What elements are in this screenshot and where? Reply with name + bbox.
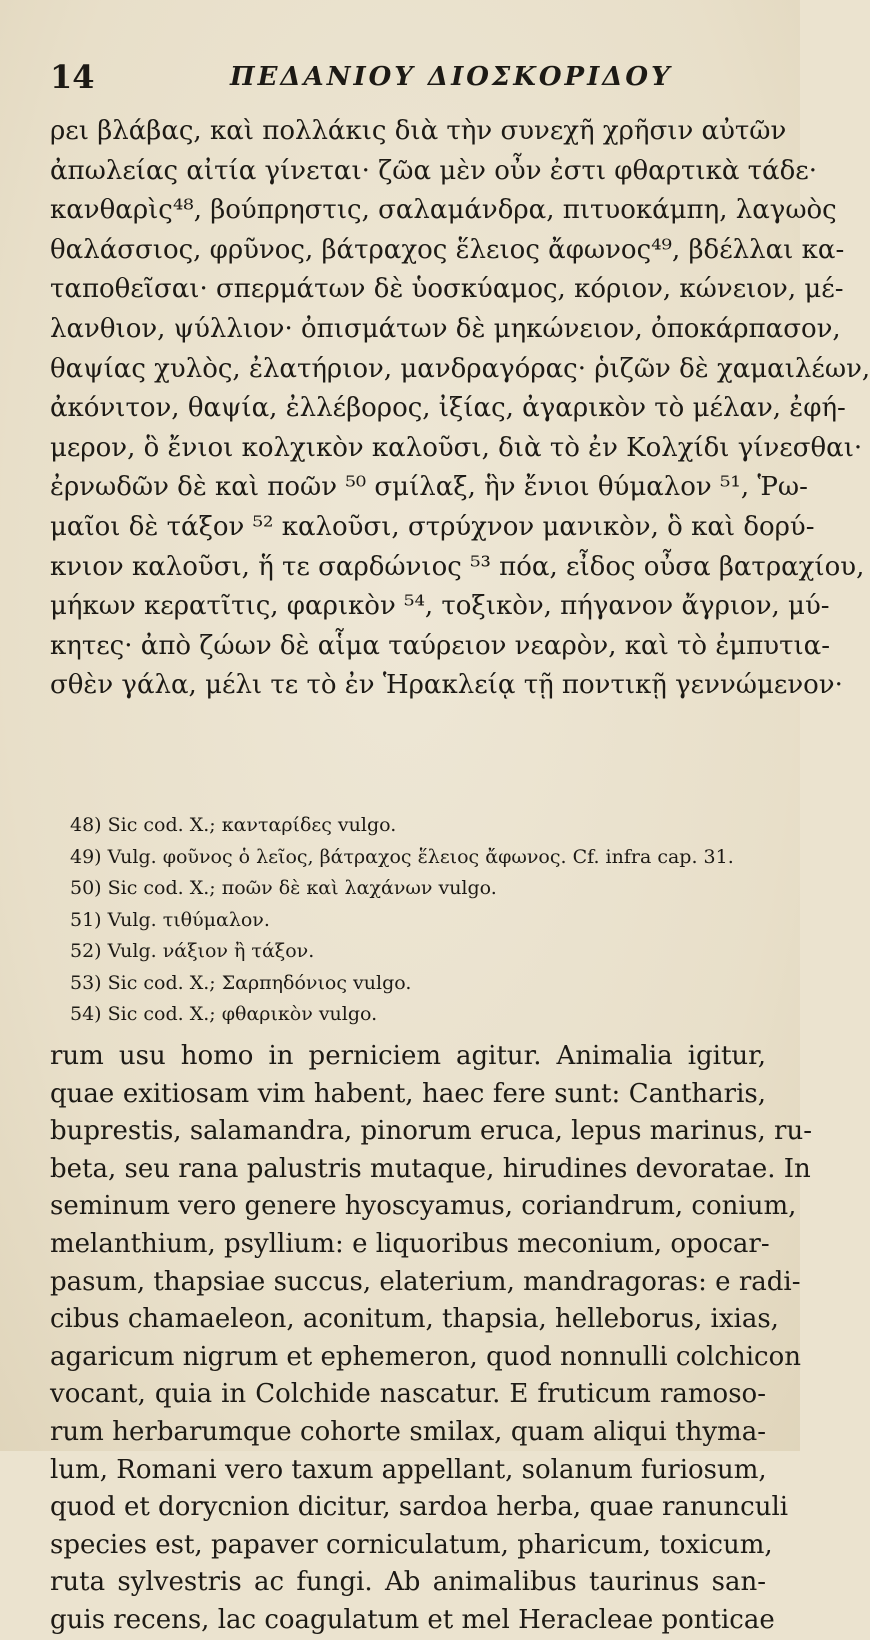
greek-line: ἀκόνιτον, θαψία, ἐλλέβορος, ἰξίας, ἀγαρικὸν τὸ μέλαν, ἐφή- xyxy=(50,393,846,424)
latin-line: beta, seu rana palustris mutaque, hirudines devoratae. In xyxy=(50,1153,811,1184)
page-number: 14 xyxy=(50,58,95,96)
greek-line: ἀπωλείας αἰτία γίνεται· ζῶα μὲν οὖν ἐστι φθαρτικὰ τάδε· xyxy=(50,155,817,186)
page-header xyxy=(50,58,766,98)
latin-line: lum, Romani vero taxum appellant, solanum furiosum, xyxy=(50,1454,767,1485)
latin-line: buprestis, salamandra, pinorum eruca, lepus marinus, ru- xyxy=(50,1116,813,1147)
greek-line: μερον, ὃ ἔνιοι κολχικὸν καλοῦσι, διὰ τὸ ἐν Κολχίδι γίνεσθαι· xyxy=(50,432,863,463)
greek-text xyxy=(50,112,870,706)
greek-line: ἐρνωδῶν δὲ καὶ ποῶν ⁵⁰ σμίλαξ, ἣν ἔνιοι θύμαλον ⁵¹, Ῥω- xyxy=(50,472,808,503)
latin-line: guis recens, lac coagulatum et mel Heracleae ponticae xyxy=(50,1604,775,1635)
greek-line: ταποθεῖσαι· σπερμάτων δὲ ὑοσκύαμος, κόριον, κώνειον, μέ- xyxy=(50,274,844,305)
latin-text xyxy=(50,1038,813,1640)
footnote: 49) Vulg. φοῦνος ὁ λεῖος, βάτραχος ἕλειος ἄφωνος. Cf. infra cap. 31. xyxy=(70,845,734,868)
footnote: 50) Sic cod. X.; ποῶν δὲ καὶ λαχάνων vulgo. xyxy=(70,877,497,899)
greek-line: κανθαρὶς⁴⁸, βούπρηστις, σαλαμάνδρα, πιτυοκάμπη, λαγωὸς xyxy=(50,195,837,226)
greek-line: κητες· ἀπὸ ζώων δὲ αἷμα ταύρειον νεαρὸν, καὶ τὸ ἐμπυτια- xyxy=(50,630,830,661)
running-head: ΠΕΔΑΝΙΟΥ ΔΙΟΣΚΟΡΙΔΟΥ xyxy=(230,62,673,92)
latin-line: vocant, quia in Colchide nascatur. E fruticum ramoso- xyxy=(50,1379,766,1410)
latin-line: pasum, thapsiae succus, elaterium, mandragoras: e radi- xyxy=(50,1266,801,1297)
greek-line: θαψίας χυλὸς, ἐλατήριον, μανδραγόρας· ῥιζῶν δὲ χαμαιλέων, xyxy=(50,353,870,384)
greek-line: σθὲν γάλα, μέλι τε τὸ ἐν Ἡρακλείᾳ τῇ ποντικῇ γεννώμενον· xyxy=(50,670,843,701)
latin-line: rum herbarumque cohorte smilax, quam aliqui thyma- xyxy=(50,1416,766,1447)
latin-line: quod et dorycnion dicitur, sardoa herba, quae ranunculi xyxy=(50,1492,789,1523)
latin-line: quae exitiosam vim habent, haec fere sunt: Cantharis, xyxy=(50,1078,766,1109)
latin-line: seminum vero genere hyoscyamus, coriandrum, conium, xyxy=(50,1191,797,1222)
footnote: 48) Sic cod. X.; κανταρίδες vulgo. xyxy=(70,814,397,836)
footnotes xyxy=(70,810,766,1031)
greek-line: ρει βλάβας, καὶ πολλάκις διὰ τὴν συνεχῆ χρῆσιν αὐτῶν xyxy=(50,116,787,146)
greek-line: θαλάσσιος, φρῦνος, βάτραχος ἕλειος ἄφωνος⁴⁹, βδέλλαι κα- xyxy=(50,234,845,265)
latin-line: rum usu homo in perniciem agitur. Animalia igitur, xyxy=(50,1041,766,1071)
greek-line: κνιον καλοῦσι, ἥ τε σαρδώνιος ⁵³ πόα, εἶδος οὖσα βατραχίου, xyxy=(50,551,865,582)
latin-line: cibus chamaeleon, aconitum, thapsia, helleborus, ixias, xyxy=(50,1304,779,1335)
latin-line: species est, papaver corniculatum, pharicum, toxicum, xyxy=(50,1529,773,1560)
footnote: 51) Vulg. τιθύμαλον. xyxy=(70,908,270,931)
latin-line: ruta sylvestris ac fungi. Ab animalibus taurinus san- xyxy=(50,1567,766,1598)
latin-line: agaricum nigrum et ephemeron, quod nonnulli colchicon xyxy=(50,1341,801,1372)
footnote: 54) Sic cod. X.; φθαρικὸν vulgo. xyxy=(70,1003,378,1025)
latin-line: melanthium, psyllium: e liquoribus meconium, opocar- xyxy=(50,1228,770,1259)
greek-line: λανθιον, ψύλλιον· ὀπισμάτων δὲ μηκώνειον, ὀποκάρπασον, xyxy=(50,313,841,344)
footnote: 53) Sic cod. X.; Σαρπηδόνιος vulgo. xyxy=(70,971,412,994)
greek-line: μήκων κερατῖτις, φαρικὸν ⁵⁴, τοξικὸν, πήγανον ἄγριον, μύ- xyxy=(50,591,830,622)
footnote: 52) Vulg. νάξιον ἢ τάξον. xyxy=(70,940,315,962)
greek-line: μαῖοι δὲ τάξον ⁵² καλοῦσι, στρύχνον μανικὸν, ὃ καὶ δορύ- xyxy=(50,511,815,542)
